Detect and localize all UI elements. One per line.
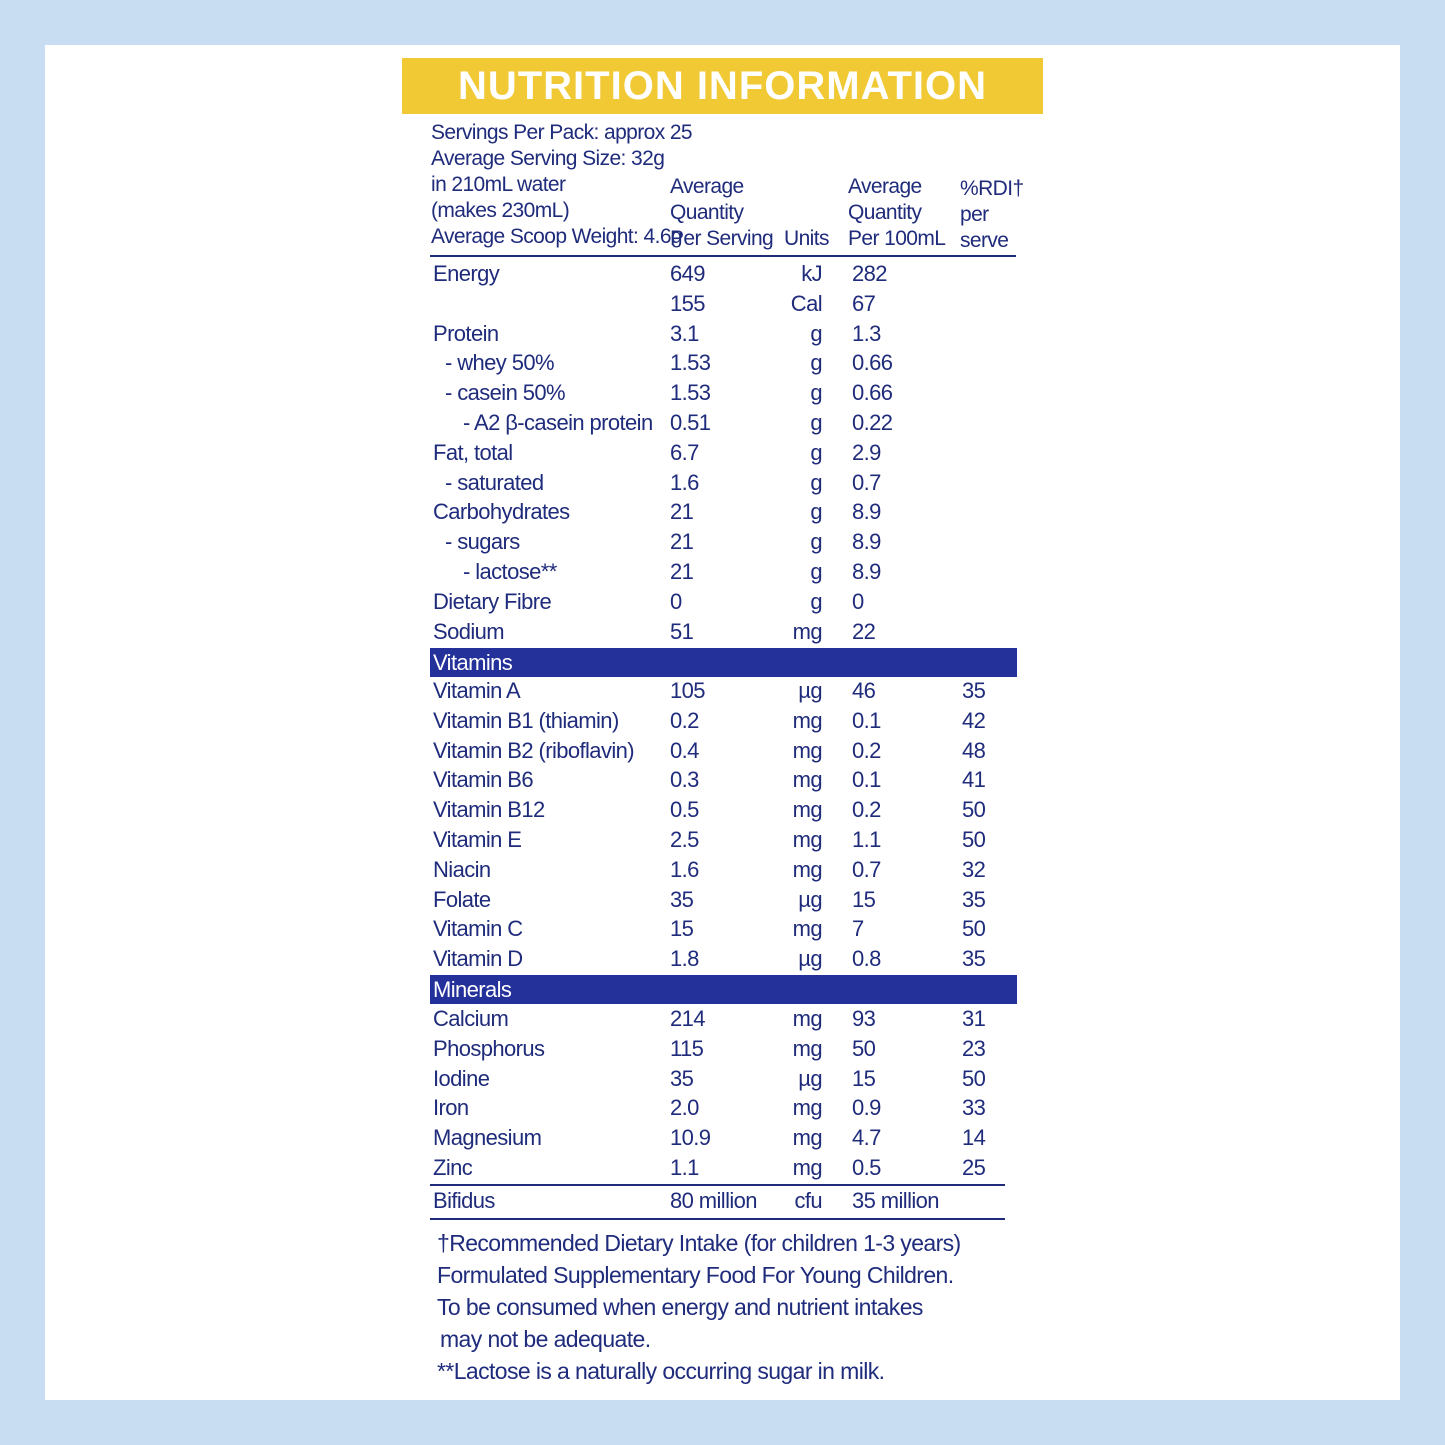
per-100ml-value: 0.7 [852,469,881,495]
nutrient-name: Vitamin A [433,678,521,703]
serving-makes: (makes 230mL) [431,199,570,222]
unit: g [810,559,822,584]
per-100ml-value: 0 [852,588,864,614]
per-serving-value: 3.1 [670,320,699,346]
nutrient-row [430,438,1017,468]
rdi-value: 35 [962,946,986,972]
nutrient-row [430,736,1017,766]
unit: mg [792,707,822,733]
nutrient-row [430,765,1017,795]
nutrient-name: - sugars [445,529,520,555]
nutrient-name: Phosphorus [433,1035,545,1061]
per-100ml-value: 0.5 [852,1155,881,1180]
rdi-value: 42 [962,707,986,733]
per-100ml-value: 282 [852,261,887,286]
per-100ml-value: 22 [852,618,876,644]
nutrient-name: Vitamin C [433,916,523,942]
nutrient-row [430,1093,1017,1123]
header-per-serving: Average Quantity Per Serving [670,175,774,250]
unit: mg [792,916,822,942]
nutrient-row [430,1123,1017,1153]
per-100ml-value: 0.9 [852,1095,881,1121]
nutrient-row [430,527,1017,557]
rdi-value: 50 [962,827,986,852]
nutrient-row [430,795,1017,825]
nutrient-name: Iodine [433,1065,490,1091]
footnote-consume: To be consumed when energy and nutrient intakes [437,1294,923,1320]
per-100ml-value: 2.9 [852,439,881,465]
unit: g [810,410,822,435]
per-100ml-value: 0.66 [852,380,893,406]
nutrient-name: Iron [433,1095,469,1121]
per-100ml-value: 93 [852,1006,876,1031]
per-serving-value: 0 [670,588,682,614]
unit: Cal [790,290,822,316]
nutrient-name: Vitamin D [433,946,523,972]
nutrition-title: NUTRITION INFORMATION [402,58,1043,114]
servings-per-pack: Servings Per Pack: approx 25 [431,121,693,144]
nutrient-row [430,1153,1017,1183]
per-100ml-value: 67 [852,290,876,316]
footnote-adequate: may not be adequate. [440,1326,651,1352]
unit: g [810,499,822,525]
nutrient-name: Folate [433,886,491,912]
per-serving-value: 0.51 [670,410,711,435]
nutrient-name: Vitamin B2 (riboflavin) [433,737,634,763]
rdi-value: 50 [962,797,986,823]
rdi-value: 25 [962,1155,986,1180]
per-100ml-value: 7 [852,916,864,942]
bifidus-row: Bifidus 80 million cfu 35 million [433,1188,939,1213]
unit: mg [792,1095,822,1121]
per-100ml-value: 0.2 [852,797,881,823]
per-serving-value: 2.0 [670,1095,699,1121]
per-serving-value: 214 [670,1006,705,1031]
unit: kJ [801,261,822,286]
nutrient-name: Sodium [433,618,504,644]
nutrient-row [430,617,1017,647]
unit: g [810,439,822,465]
rdi-value: 50 [962,1065,986,1091]
nutrient-row [430,378,1017,408]
nutrient-row [430,259,1017,289]
nutrient-name: Zinc [433,1155,473,1180]
per-100ml-value: 0.2 [852,737,881,763]
unit: mg [792,1155,822,1180]
footnote-formulated: Formulated Supplementary Food For Young Children. [437,1262,954,1288]
nutrient-row [430,319,1017,349]
unit: mg [792,797,822,823]
bifidus-bottom-rule [430,1218,1005,1220]
rdi-value: 31 [962,1006,986,1031]
per-serving-value: 0.5 [670,797,699,823]
unit: mg [792,1035,822,1061]
rdi-value: 33 [962,1095,986,1121]
nutrient-row [430,587,1017,617]
nutrient-name: Vitamin B1 (thiamin) [433,707,619,733]
nutrient-row [430,348,1017,378]
serving-size: Average Serving Size: 32g [431,147,665,170]
unit: mg [792,767,822,793]
unit: g [810,588,822,614]
per-serving-value: 155 [670,290,705,316]
per-100ml-value: 15 [852,886,876,912]
nutrient-row [430,468,1017,498]
unit: µg [798,946,822,972]
per-100ml-value: 0.1 [852,707,881,733]
minerals-band: Minerals [430,975,1017,1004]
nutrient-name: - A2 β-casein protein [463,410,653,435]
per-serving-value: 0.2 [670,707,699,733]
nutrient-row [430,1064,1017,1094]
unit: g [810,320,822,346]
nutrient-name: - saturated [445,469,544,495]
header-rdi: %RDI† per serve [960,177,1024,252]
per-serving-value: 105 [670,678,705,703]
nutrient-row [430,1004,1017,1034]
nutrient-row [430,289,1017,319]
rdi-value: 35 [962,886,986,912]
nutrient-name: Vitamin B12 [433,797,545,823]
rdi-value: 23 [962,1035,986,1061]
footnote-lactose: **Lactose is a naturally occurring sugar in milk. [437,1358,885,1384]
per-serving-value: 21 [670,529,694,555]
unit: mg [792,1006,822,1031]
per-serving-value: 0.3 [670,767,699,793]
nutrient-row [430,408,1017,438]
per-serving-value: 35 [670,1065,694,1091]
per-100ml-value: 15 [852,1065,876,1091]
nutrient-name: Niacin [433,856,491,882]
per-serving-value: 51 [670,618,694,644]
per-100ml-value: 4.7 [852,1125,881,1151]
nutrient-row [430,885,1017,915]
per-100ml-value: 46 [852,678,876,703]
unit: g [810,350,822,376]
nutrient-name: Energy [433,261,500,286]
nutrient-name: Vitamin E [433,827,522,852]
nutrient-row [430,855,1017,885]
per-100ml-value: 1.1 [852,827,881,852]
per-serving-value: 1.8 [670,946,699,972]
per-serving-value: 6.7 [670,439,699,465]
serving-water: in 210mL water [431,173,566,196]
nutrient-name: Magnesium [433,1125,542,1151]
unit: mg [792,618,822,644]
unit: g [810,469,822,495]
per-serving-value: 10.9 [670,1125,711,1151]
per-100ml-value: 0.1 [852,767,881,793]
nutrient-name: Protein [433,320,499,346]
rdi-value: 14 [962,1125,986,1151]
per-100ml-value: 0.7 [852,856,881,882]
nutrient-name: - whey 50% [445,350,554,376]
unit: mg [792,856,822,882]
scoop-weight: Average Scoop Weight: 4.6g [431,225,682,248]
header-rule [430,255,1016,257]
rdi-value: 48 [962,737,986,763]
nutrient-name: Fat, total [433,439,513,465]
nutrient-name: Calcium [433,1006,509,1031]
unit: g [810,380,822,406]
nutrient-row [430,676,1017,706]
per-serving-value: 649 [670,261,705,286]
per-serving-value: 1.1 [670,1155,699,1180]
footnote-rdi: †Recommended Dietary Intake (for children 1-3 years) [437,1230,961,1256]
per-serving-value: 1.6 [670,856,699,882]
per-serving-value: 21 [670,559,694,584]
per-100ml-value: 8.9 [852,499,881,525]
unit: mg [792,737,822,763]
nutrient-name: Vitamin B6 [433,767,533,793]
per-serving-value: 0.4 [670,737,699,763]
nutrient-row [430,914,1017,944]
unit: mg [792,827,822,852]
per-serving-value: 15 [670,916,694,942]
rdi-value: 35 [962,678,986,703]
unit: µg [798,678,822,703]
nutrient-row [430,825,1017,855]
per-100ml-value: 0.66 [852,350,893,376]
nutrient-name: Dietary Fibre [433,588,552,614]
per-100ml-value: 8.9 [852,559,881,584]
per-serving-value: 1.6 [670,469,699,495]
nutrient-row [430,497,1017,527]
per-serving-value: 2.5 [670,827,699,852]
unit: µg [798,886,822,912]
per-serving-value: 21 [670,499,694,525]
rdi-value: 41 [962,767,986,793]
per-100ml-value: 50 [852,1035,876,1061]
unit: g [810,529,822,555]
nutrient-row [430,1034,1017,1064]
per-100ml-value: 0.22 [852,410,893,435]
rdi-value: 32 [962,856,986,882]
per-100ml-value: 8.9 [852,529,881,555]
vitamins-band: Vitamins [430,648,1017,677]
header-units: Units [784,227,829,250]
per-serving-value: 1.53 [670,380,711,406]
nutrient-row [430,557,1017,587]
nutrient-name: Carbohydrates [433,499,570,525]
per-serving-value: 115 [670,1035,704,1061]
rdi-value: 50 [962,916,986,942]
per-serving-value: 1.53 [670,350,711,376]
nutrient-row [430,944,1017,974]
nutrient-name: - lactose** [463,559,557,584]
header-per-100ml: Average Quantity Per 100mL [848,175,946,250]
per-100ml-value: 0.8 [852,946,881,972]
per-serving-value: 35 [670,886,694,912]
unit: mg [792,1125,822,1151]
unit: µg [798,1065,822,1091]
per-100ml-value: 1.3 [852,320,881,346]
nutrient-row [430,706,1017,736]
nutrient-name: - casein 50% [445,380,565,406]
